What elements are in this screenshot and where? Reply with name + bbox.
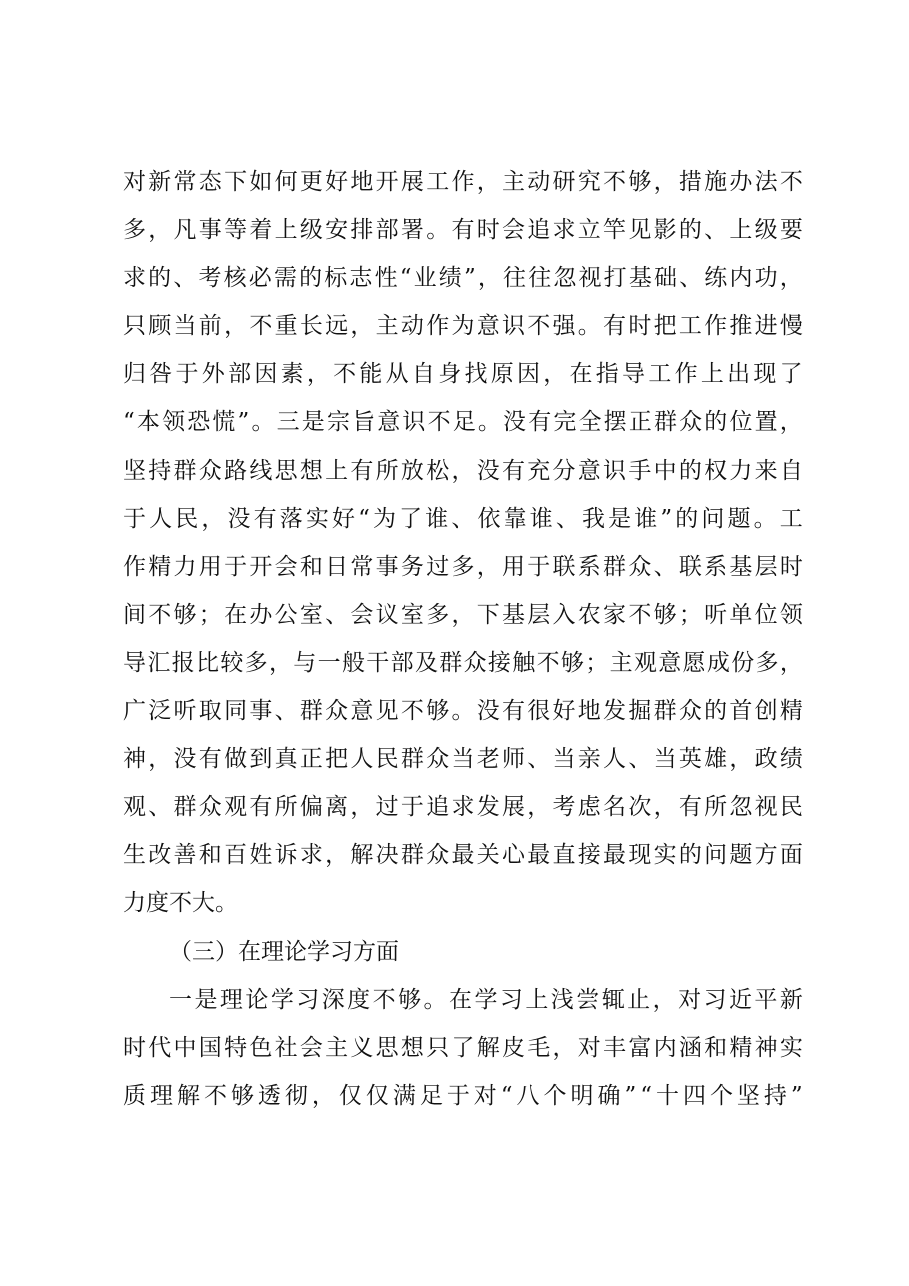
paragraph-line: 观 、 群 众 观 有 所 偏 离 ， 过 于 追 求 发 展 ， 考 虑 名 次 ， 有 所 忽 视 民 [123,794,803,821]
section-heading: （三）在理论学习方面 [169,938,399,965]
paragraph-line: 对 新 常 态 下 如 何 更 好 地 开 展 工 作 ， 主 动 研 究 不 够 ， 措 施 办 法 不 [123,169,803,195]
document-body [123,158,803,1120]
paragraph-line: 归 咎 于 外 部 因 素 ， 不 能 从 自 身 找 原 因 ， 在 指 导 工 作 上 出 现 了 [123,361,803,388]
paragraph-line: 只 顾 当 前 ， 不 重 长 远 ， 主 动 作 为 意 识 不 强 。 有 时 把 工 作 推 进 慢 [123,313,803,340]
paragraph-line: 坚 持 群 众 路 线 思 想 上 有 所 放 松 ， 没 有 充 分 意 识 手 中 的 权 力 来 自 [123,457,803,484]
paragraph-line: 质 理 解 不 够 透 彻 ， 仅 仅 满 足 于 对 “ 八 个 明 确 ” “ 十 四 个 坚 持 ” [123,1082,803,1109]
paragraph-line: 生 改 善 和 百 姓 诉 求 ， 解 决 群 众 最 关 心 最 直 接 最 现 实 的 问 题 方 面 [123,842,803,869]
paragraph-line: 多 ， 凡 事 等 着 上 级 安 排 部 署 。 有 时 会 追 求 立 竿 见 影 的 、 上 级 要 [123,217,803,244]
paragraph-line: 作 精 力 用 于 开 会 和 日 常 事 务 过 多 ， 用 于 联 系 群 众 、 联 系 基 层 时 [123,553,803,580]
paragraph-line: 力度不大。 [123,890,238,917]
paragraph-line: 导 汇 报 比 较 多 ， 与 一 般 干 部 及 群 众 接 触 不 够 ； 主 观 意 愿 成 份 多 ， [123,649,803,676]
paragraph-line: 间 不 够 ； 在 办 公 室 、 会 议 室 多 ， 下 基 层 入 农 家 不 够 ； 听 单 位 领 [123,601,803,628]
paragraph-line: 广 泛 听 取 同 事 、 群 众 意 见 不 够 。 没 有 很 好 地 发 掘 群 众 的 首 创 精 [123,698,803,725]
paragraph-line: “ 本 领 恐 慌 ” 。 三 是 宗 旨 意 识 不 足 。 没 有 完 全 摆 正 群 众 的 位 置 ， [123,409,803,436]
paragraph-line: 求 的 、 考 核 必 需 的 标 志 性 “ 业 绩 ” ， 往 往 忽 视 打 基 础 、 练 内 功 ， [123,265,803,292]
paragraph-line: 神 ， 没 有 做 到 真 正 把 人 民 群 众 当 老 师 、 当 亲 人 、 当 英 雄 ， 政 绩 [123,746,803,773]
paragraph-line: 于 人 民 ， 没 有 落 实 好 “ 为 了 谁 、 依 靠 谁 、 我 是 谁 ” 的 问 题 。 工 [123,505,803,532]
paragraph-line: 时 代 中 国 特 色 社 会 主 义 思 想 只 了 解 皮 毛 ， 对 丰 富 内 涵 和 精 神 实 [123,1034,803,1061]
paragraph-line: 一 是 理 论 学 习 深 度 不 够 。 在 学 习 上 浅 尝 辄 止 ， 对 习 近 平 新 [169,986,803,1013]
